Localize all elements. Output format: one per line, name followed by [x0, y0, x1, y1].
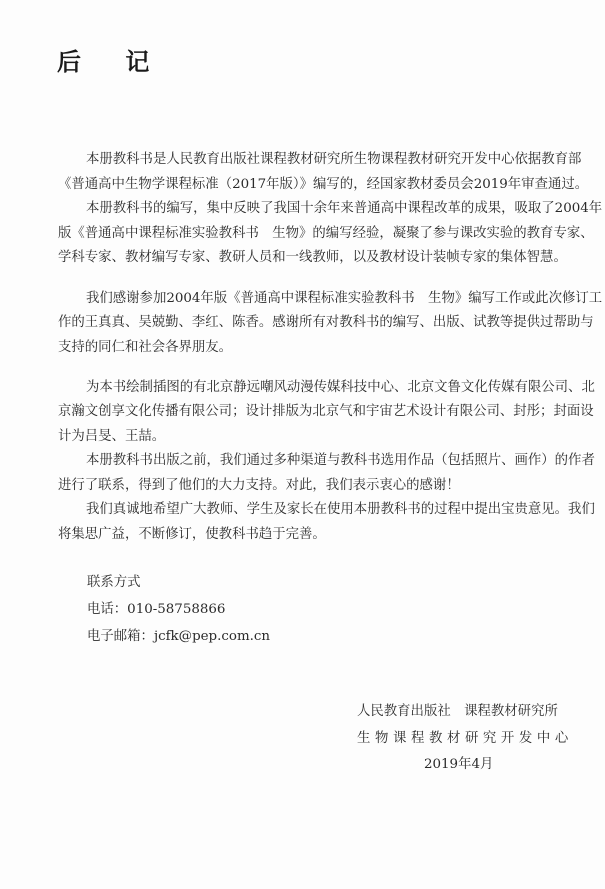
signature-center: 生物课程教材研究开发中心: [357, 731, 573, 746]
paragraph-1-line-2: 《普通高中生物学课程标准（2017年版）》编写的，经国家教材委员会2019年审查通过。: [58, 177, 589, 192]
paragraph-6-line-1: 我们真诚地希望广大教师、学生及家长在使用本册教科书的过程中提出宝贵意见。我们: [86, 502, 595, 517]
page-title: 后 记: [57, 48, 168, 76]
paragraph-2-line-1: 本册教科书的编写，集中反映了我国十余年来普通高中课程改革的成果，吸取了2004年: [86, 201, 603, 216]
paragraph-5-line-2: 进行了联系，得到了他们的大力支持。对此，我们表示衷心的感谢！: [58, 478, 460, 493]
paragraph-2-line-3: 学科专家、教材编写专家、教研人员和一线教师，以及教材设计装帧专家的集体智慧。: [58, 250, 567, 265]
contact-email: 电子邮箱：jcfk@pep.com.cn: [87, 629, 271, 644]
paragraph-1-line-1: 本册教科书是人民教育出版社课程教材研究所生物课程教材研究开发中心依据教育部: [86, 152, 582, 167]
signature-publisher: 人民教育出版社 课程教材研究所: [357, 704, 558, 719]
paragraph-6-line-2: 将集思广益，不断修订，使教科书趋于完善。: [58, 527, 326, 542]
paragraph-4-line-1: 为本书绘制插图的有北京静远嘲风动漫传媒科技中心、北京文鲁文化传媒有限公司、北: [86, 380, 595, 395]
paragraph-3-line-1: 我们感谢参加2004年版《普通高中课程标准实验教科书 生物》编写工作或此次修订工: [86, 291, 603, 306]
paragraph-3-line-2: 作的王真真、吴兢勤、李红、陈香。感谢所有对教科书的编写、出版、试教等提供过帮助与: [58, 315, 594, 330]
contact-heading: 联系方式: [87, 575, 141, 590]
paragraph-3-line-3: 支持的同仁和社会各界朋友。: [58, 340, 233, 355]
contact-phone: 电话：010-58758866: [87, 602, 226, 617]
paragraph-2-line-2: 版《普通高中课程标准实验教科书 生物》的编写经验，凝聚了参与课改实验的教育专家、: [58, 226, 594, 241]
signature-date: 2019年4月: [424, 757, 494, 772]
paragraph-4-line-2: 京瀚文创享文化传播有限公司；设计排版为北京气和宇宙艺术设计有限公司、封彤；封面设: [58, 404, 594, 419]
paragraph-4-line-3: 计为吕旻、王喆。: [58, 429, 166, 444]
paragraph-5-line-1: 本册教科书出版之前，我们通过多种渠道与教科书选用作品（包括照片、画作）的作者: [86, 453, 595, 468]
